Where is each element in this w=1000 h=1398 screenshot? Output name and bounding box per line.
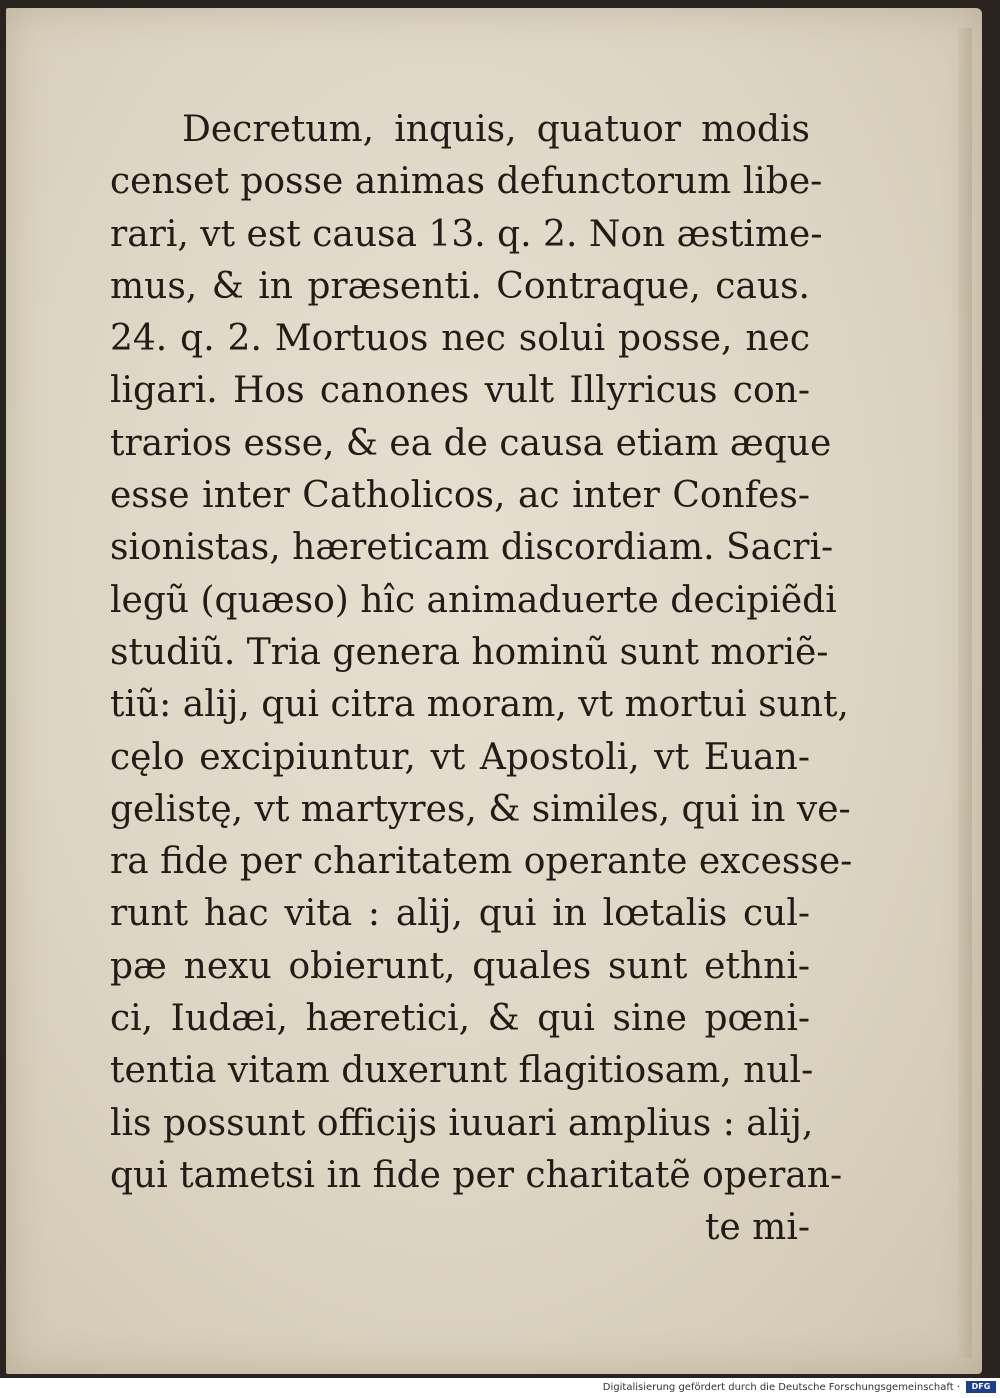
text-line: tentia vitam duxerunt flagitiosam, nul- — [110, 1050, 814, 1092]
text-line: qui tametsi in fide per charitatẽ operan- — [110, 1154, 843, 1196]
text-line: tiũ: alij, qui citra moram, vt mortui sunt, — [110, 684, 849, 726]
book-page — [6, 8, 982, 1374]
text-line: ra fide per charitatem operante excesse- — [110, 841, 853, 883]
text-line: mus, & in præsenti. Contraque, caus. — [110, 265, 810, 307]
text-line: pæ nexu obierunt, quales sunt ethni- — [110, 945, 810, 987]
text-line: gelistę, vt martyres, & similes, qui in ve- — [110, 788, 851, 830]
page-edge — [958, 28, 972, 1358]
text-line: 24. q. 2. Mortuos nec solui posse, nec — [110, 318, 810, 360]
catchword: te mi- — [704, 1207, 810, 1249]
text-line: Decretum, inquis, quatuor modis — [182, 109, 810, 150]
text-line: legũ (quæso) hîc animaduerte decipiẽdi — [110, 579, 837, 621]
text-line: cęlo excipiuntur, vt Apostoli, vt Euan- — [110, 736, 810, 778]
text-line: ligari. Hos canones vult Illyricus con- — [110, 370, 810, 412]
text-line: studiũ. Tria genera hominũ sunt moriẽ- — [110, 631, 829, 673]
footer — [0, 1378, 1000, 1398]
text-line: sionistas, hæreticam discordiam. Sacri- — [110, 527, 834, 569]
text-line: censet posse animas defunctorum libe- — [110, 161, 823, 203]
text-line: ci, Iudæi, hæretici, & qui sine pœni- — [110, 998, 810, 1040]
text-line: rari, vt est causa 13. q. 2. Non æstime- — [110, 213, 823, 255]
text-line: esse inter Catholicos, ac inter Confes- — [110, 475, 810, 517]
funding-credit: Digitalisierung gefördert durch die Deutsche Forschungsgemeinschaft · — [602, 1382, 960, 1393]
text-line: runt hac vita : alij, qui in lœtalis cul- — [110, 893, 810, 935]
text-line: lis possunt officijs iuuari amplius : alij, — [110, 1102, 814, 1144]
text-block — [110, 104, 853, 1255]
text-line: trarios esse, & ea de causa etiam æque — [110, 422, 832, 464]
dfg-logo-icon: DFG — [966, 1381, 996, 1393]
